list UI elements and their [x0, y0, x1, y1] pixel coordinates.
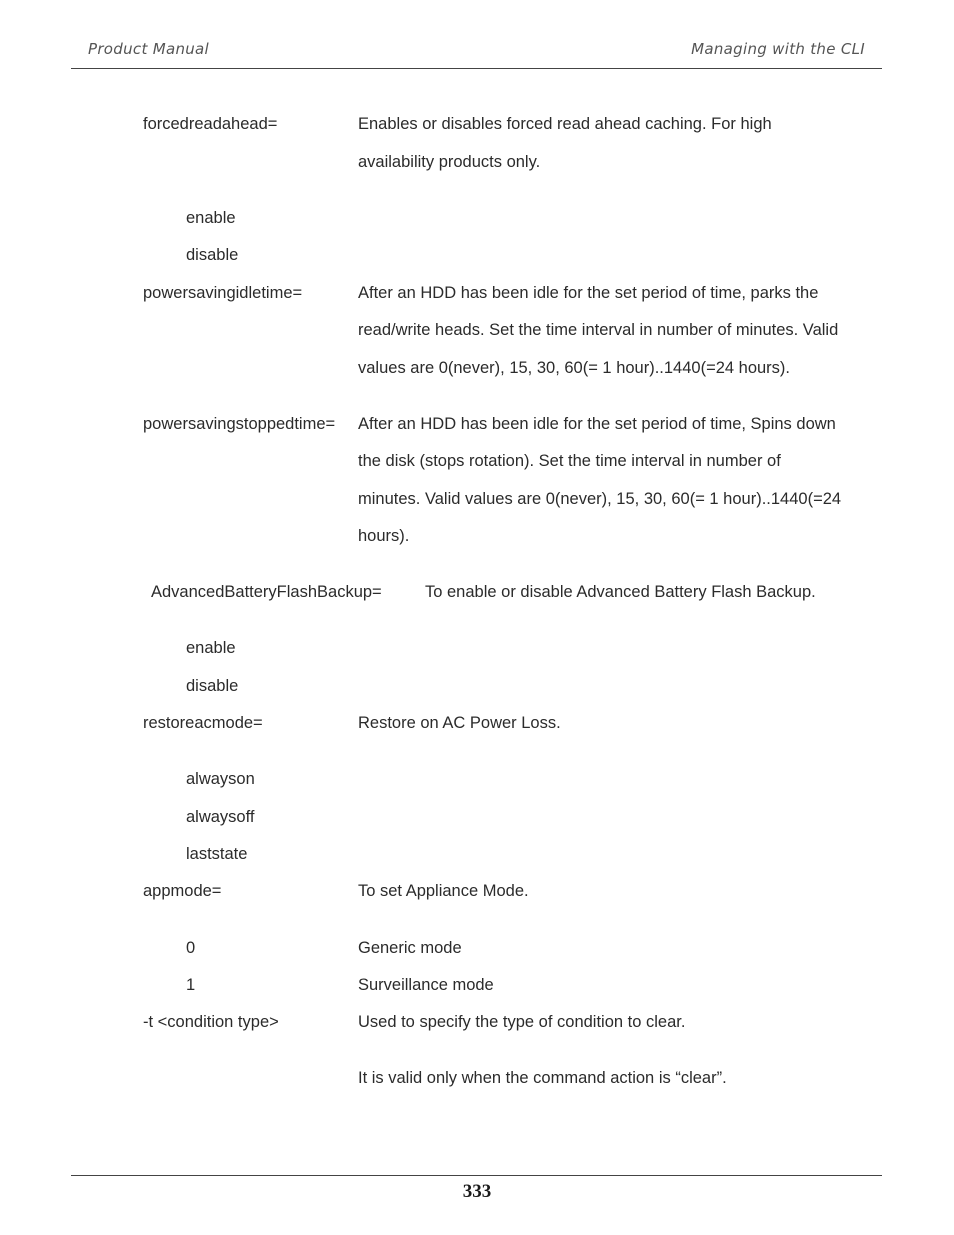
param-powersavingidletime-desc-line: After an HDD has been idle for the set period of time, parks the [358, 284, 819, 302]
param-appmode-desc-line: To set Appliance Mode. [358, 882, 529, 900]
header-section: Managing with the CLI [691, 40, 865, 58]
param-restoreacmode-option: laststate [186, 845, 248, 863]
param-powersavingstoppedtime-term: powersavingstoppedtime= [143, 415, 336, 433]
param-powersavingstoppedtime-desc-line: the disk (stops rotation). Set the time interval in number of [358, 452, 781, 470]
param-restoreacmode-option: alwaysoff [186, 808, 255, 826]
param-appmode-term: appmode= [143, 882, 222, 900]
param-advancedbatteryflashbackup-option: enable [186, 639, 236, 657]
param-appmode-option-label: Generic mode [358, 939, 462, 957]
param-appmode-option-value: 1 [186, 976, 196, 994]
param-powersavingstoppedtime-desc-line: hours). [358, 527, 410, 545]
footer-rule [71, 1175, 882, 1176]
param-condition-type-term: -t <condition type> [143, 1013, 279, 1031]
param-forcedreadahead-option: disable [186, 246, 239, 264]
param-forcedreadahead-term: forcedreadahead= [143, 115, 278, 133]
param-appmode-option-value: 0 [186, 939, 196, 957]
param-powersavingidletime-term: powersavingidletime= [143, 284, 303, 302]
param-forcedreadahead-option: enable [186, 209, 236, 227]
param-restoreacmode-option: alwayson [186, 770, 255, 788]
param-appmode-option-label: Surveillance mode [358, 976, 494, 994]
param-advancedbatteryflashbackup-option: disable [186, 677, 239, 695]
param-advancedbatteryflashbackup-desc-line: To enable or disable Advanced Battery Flash Backup. [425, 583, 816, 601]
param-powersavingidletime-desc-line: read/write heads. Set the time interval in number of minutes. Valid [358, 321, 839, 339]
param-restoreacmode-desc-line: Restore on AC Power Loss. [358, 714, 561, 732]
param-powersavingstoppedtime-desc-line: minutes. Valid values are 0(never), 15, 30, 60(= 1 hour)..1440(=24 [358, 490, 842, 508]
param-advancedbatteryflashbackup-term: AdvancedBatteryFlashBackup= [151, 583, 382, 601]
param-restoreacmode-term: restoreacmode= [143, 714, 263, 732]
header-rule [71, 68, 882, 69]
param-forcedreadahead-desc-line: Enables or disables forced read ahead caching. For high [358, 115, 772, 133]
param-condition-type-desc-line: Used to specify the type of condition to clear. [358, 1013, 686, 1031]
param-forcedreadahead-desc-line: availability products only. [358, 153, 541, 171]
header-title: Product Manual [88, 40, 210, 58]
param-condition-type-desc-line: It is valid only when the command action is “clear”. [358, 1069, 727, 1087]
param-powersavingstoppedtime-desc-line: After an HDD has been idle for the set period of time, Spins down [358, 415, 836, 433]
param-powersavingidletime-desc-line: values are 0(never), 15, 30, 60(= 1 hour)..1440(=24 hours). [358, 359, 791, 377]
page-number: 333 [462, 1181, 492, 1202]
